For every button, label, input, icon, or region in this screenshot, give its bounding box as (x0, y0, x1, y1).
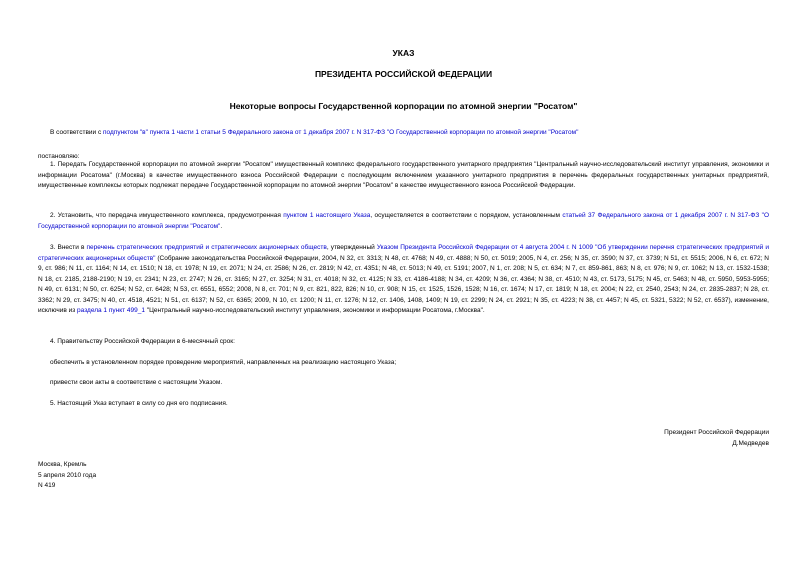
p2-text-3: . (220, 222, 223, 230)
p3-link-decree-1009[interactable]: Указом Президента Российской Федерации от 4 августа 2004 г. N 1009 "Об утверждении перечня стратегических предприятий и стратегических акционерных обществ" (38, 244, 769, 262)
decree-number: N 419 (38, 482, 56, 489)
signer-position: Президент Российской Федерации (664, 429, 769, 436)
p3-link-list[interactable]: перечень стратегических предприятий и стратегических акционерных обществ (86, 244, 327, 251)
signer-name: Д.Медведев (732, 439, 769, 447)
p2-link-article37[interactable]: статьей 37 Федерального закона от 1 декабря 2007 г. N 317-ФЗ "О Государственной корпорации по атомной энергии "Росатом" (38, 212, 770, 230)
decree-word: постановляю: (38, 153, 80, 160)
p3-text-3: (Собрание законодательства Российской Федерации, 2004, N 32, ст. 3313; N 48, ст. 4768; N 49, ст. 4888; N 50, ст. 5019; 2005, N 4, ст. 256; N 35, ст. 3590; N 37, ст. 3739; N 51, ст. 5515; 2006, N 6, ст. 672; N 9, ст. 986; N 11, ст. 1164; N 14, ст. 1510; N 18, ст. 1978; N 19, ст. 2071; N 24, ст. 2586; N 26, ст. 2819; N 42, ст. 4351; N 48, ст. 5013; N 49, ст. 5191; 2007, N 1, ст. 208; N 5, ст. 634; N 7, ст. 859-861, 863; N 8, ст. 976; N 9, ст. 1062; N 13, ст. 1532-1538; N 18, ст. 2185, 2188-2190; N 19, ст. 2341; N 23, ст. 2747; N 26, ст. 3165; N 27, ст. 3254; N 31, ст. 4018; N 32, ст. 4125; N 33, ст. 4186-4188; N 34, ст. 4209; N 36, ст. 4364; N 38, ст. 4510; N 43, ст. 5173, 5175; N 45, ст. 5463; N 48, ст. 5950, 5953-5955; N 49, ст. 6131; N 50, ст. 6254; N 52, ст. 6428; N 53, ст. 6551, 6552; 2008, N 8, ст. 701; N 9, ст. 821, 822, 826; N 10, ст. 908; N 15, ст. 1525, 1526, 1528; N 16, ст. 1674; N 17, ст. 1819; N 18, ст. 2004; N 22, ст. 2540, 2543; N 24, ст. 2835-2837; N 28, ст. 3362; N 29, ст. 3475; N 40, ст. 4518, 4521; N 51, ст. 6137; N 52, ст. 6365; 2009, N 10, ст. 1200; N 11, ст. 1276; N 12, ст. 1406, 1408, 1409; N 19, ст. 2299; N 24, ст. 2921; N 35, ст. 4223; N 38, ст. 4457; N 45, ст. 5321, 5322; N 52, ст. 6537), изменение, исключив из (38, 254, 769, 314)
footer-block (38, 460, 96, 492)
p2-link-point1[interactable]: пунктом 1 настоящего Указа (283, 212, 371, 219)
signing-date: 5 апреля 2010 года (38, 471, 97, 479)
p3-text-2: , утвержденный (326, 244, 377, 251)
paragraph-5: 5. Настоящий Указ вступает в силу со дня его подписания. (50, 400, 228, 407)
doc-type-heading: УКАЗ (392, 48, 415, 58)
paragraph-4a: обеспечить в установленном порядке проведение мероприятий, направленных на реализацию настоящего Указа; (50, 359, 397, 366)
p2-text-1: 2. Установить, что передача имущественного комплекса, предусмотренная (50, 212, 284, 219)
p3-link-section1[interactable]: раздела 1 пункт 499_1 (77, 307, 145, 314)
issuer-heading: ПРЕЗИДЕНТА РОССИЙСКОЙ ФЕДЕРАЦИИ (314, 69, 493, 79)
intro-paragraph (50, 128, 780, 139)
paragraph-4: 4. Правительству Российской Федерации в 6-месячный срок: (50, 338, 235, 345)
signing-place: Москва, Кремль (38, 461, 87, 468)
p2-text-2: , осуществляется в соответствии с порядком, установленным (370, 212, 563, 219)
p3-text-4: "Центральный научно-исследовательский институт управления, экономики и информации Росатома, г.Москва". (145, 307, 485, 314)
paragraph-4b: привести свои акты в соответствие с настоящим Указом. (50, 379, 223, 386)
paragraph-1: 1. Передать Государственной корпорации по атомной энергии "Росатом" имущественный комплекс федерального государственного унитарного предприятия "Центральный научно-исследовательский институт управления, экономики и информации Росатома" (г.Москва) в качестве имущественного взноса Российской Федерации с последующим включением указанного унитарного предприятия в перечень федеральных государственных унитарных предприятий, имущественные комплексы которых подлежат передаче Государственной корпорации по атомной энергии "Росатом" в качестве имущественного взноса Российской Федерации. (38, 161, 769, 189)
p3-text-1: 3. Внести в (50, 244, 87, 251)
law-link-intro[interactable]: подпунктом "в" пункта 1 части 1 статьи 5 Федерального закона от 1 декабря 2007 г. N 317-ФЗ "О Государственной корпорации по атомной энергии "Росатом" (103, 129, 579, 136)
document-title: Некоторые вопросы Государственной корпорации по атомной энергии "Росатом" (229, 101, 578, 111)
signature-block (664, 428, 769, 449)
paragraph-2 (38, 211, 769, 232)
intro-text: В соответствии с (50, 129, 104, 136)
paragraph-3 (38, 243, 769, 317)
